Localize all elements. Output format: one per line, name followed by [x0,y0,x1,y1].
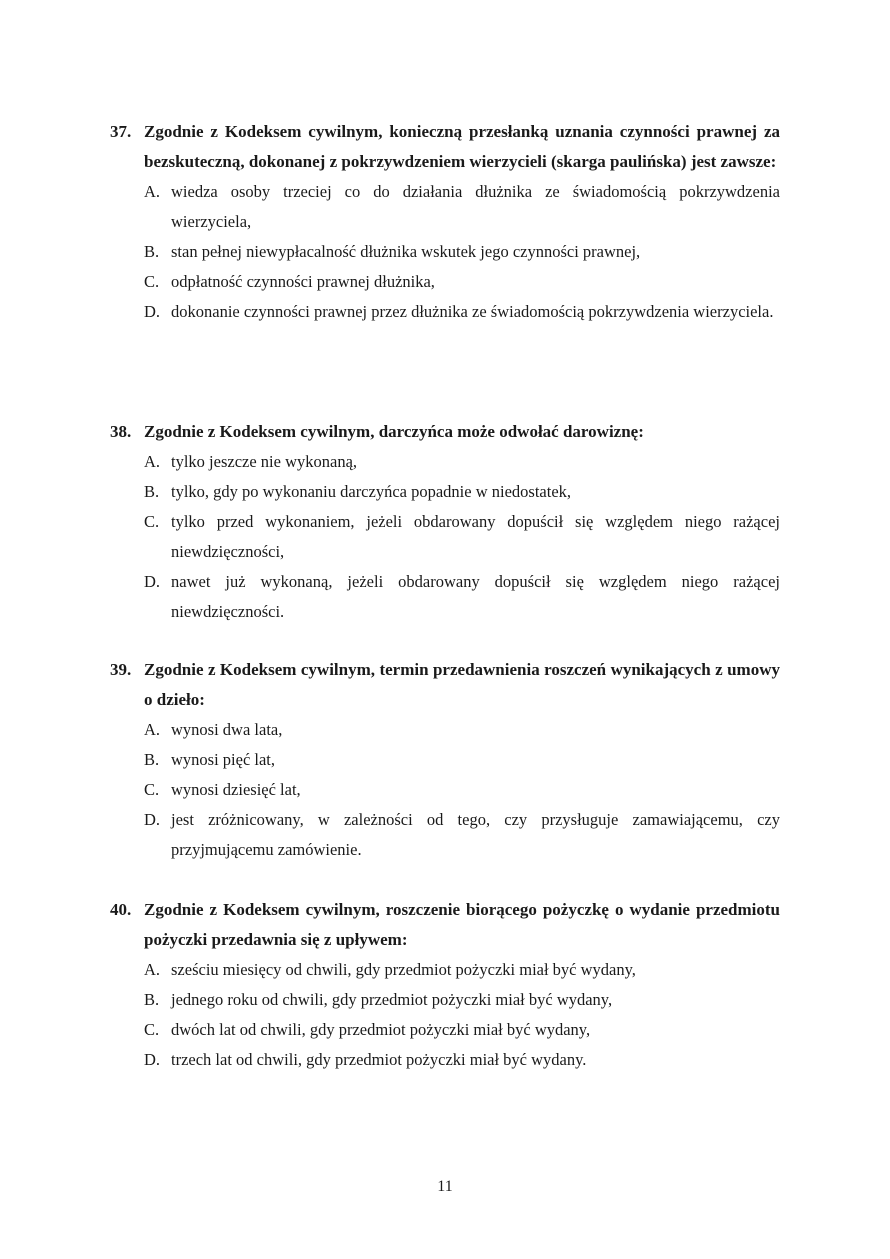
option-text: nawet już wykonaną, jeżeli obdarowany dopuścił się względem niego rażącej niewdzięczności. [171,572,780,621]
option-letter: D. [144,302,161,321]
question-40 [110,895,780,1075]
question-stem [110,117,780,177]
question-text: Zgodnie z Kodeksem cywilnym, roszczenie biorącego pożyczkę o wydanie przedmiotu pożyczki przedawnia się z upływem: [144,900,780,949]
option-c [144,507,780,567]
question-stem [110,895,780,955]
question-39 [110,655,780,865]
option-text: sześciu miesięcy od chwili, gdy przedmiot pożyczki miał być wydany, [171,960,636,979]
option-a [144,955,780,985]
question-stem [110,655,780,715]
option-a [144,177,780,237]
option-letter: B. [144,242,160,261]
option-letter: D. [144,1050,161,1069]
option-text: dwóch lat od chwili, gdy przedmiot pożyczki miał być wydany, [171,1020,591,1039]
option-a [144,447,780,477]
option-text: jednego roku od chwili, gdy przedmiot pożyczki miał być wydany, [171,990,613,1009]
question-number: 39. [110,660,132,679]
option-text: odpłatność czynności prawnej dłużnika, [171,272,435,291]
option-letter: A. [144,452,161,471]
option-letter: A. [144,182,161,201]
answer-options [144,955,780,1075]
option-text: wynosi dwa lata, [171,720,283,739]
option-letter: C. [144,780,160,799]
question-text: Zgodnie z Kodeksem cywilnym, termin przedawnienia roszczeń wynikających z umowy o dzieło: [144,660,780,709]
option-text: wiedza osoby trzeciej co do działania dłużnika ze świadomością pokrzywdzenia wierzyciela, [171,182,780,231]
question-number: 40. [110,900,132,919]
option-text: stan pełnej niewypłacalność dłużnika wskutek jego czynności prawnej, [171,242,641,261]
option-text: tylko, gdy po wykonaniu darczyńca popadnie w niedostatek, [171,482,572,501]
option-d [144,1045,780,1075]
question-number: 38. [110,422,132,441]
option-b [144,745,780,775]
option-c [144,775,780,805]
option-d [144,567,780,627]
question-37 [110,117,780,327]
option-letter: A. [144,960,161,979]
option-letter: D. [144,572,161,591]
option-b [144,477,780,507]
question-number: 37. [110,122,132,141]
option-d [144,297,780,327]
option-a [144,715,780,745]
option-text: tylko przed wykonaniem, jeżeli obdarowany dopuścił się względem niego rażącej niewdzięczności, [171,512,780,561]
question-text: Zgodnie z Kodeksem cywilnym, konieczną przesłanką uznania czynności prawnej za bezskuteczną, dokonanej z pokrzywdzeniem wierzycieli (skarga paulińska) jest zawsze: [144,122,780,171]
option-text: wynosi pięć lat, [171,750,276,769]
option-c [144,1015,780,1045]
option-letter: C. [144,272,160,291]
option-c [144,267,780,297]
option-letter: A. [144,720,161,739]
answer-options [144,447,780,627]
option-text: wynosi dziesięć lat, [171,780,301,799]
option-b [144,985,780,1015]
option-text: jest zróżnicowany, w zależności od tego, czy przysługuje zamawiającemu, czy przyjmującemu zamówienie. [171,810,780,859]
question-38 [110,417,780,627]
question-stem [110,417,780,447]
option-letter: B. [144,750,160,769]
option-text: dokonanie czynności prawnej przez dłużnika ze świadomością pokrzywdzenia wierzyciela. [171,302,774,321]
option-letter: B. [144,990,160,1009]
option-text: tylko jeszcze nie wykonaną, [171,452,358,471]
option-d [144,805,780,865]
answer-options [144,715,780,865]
option-text: trzech lat od chwili, gdy przedmiot pożyczki miał być wydany. [171,1050,587,1069]
answer-options [144,177,780,327]
option-letter: C. [144,1020,160,1039]
option-letter: C. [144,512,160,531]
page-number: 11 [437,1178,453,1195]
option-b [144,237,780,267]
option-letter: D. [144,810,161,829]
option-letter: B. [144,482,160,501]
question-text: Zgodnie z Kodeksem cywilnym, darczyńca może odwołać darowiznę: [144,422,644,441]
